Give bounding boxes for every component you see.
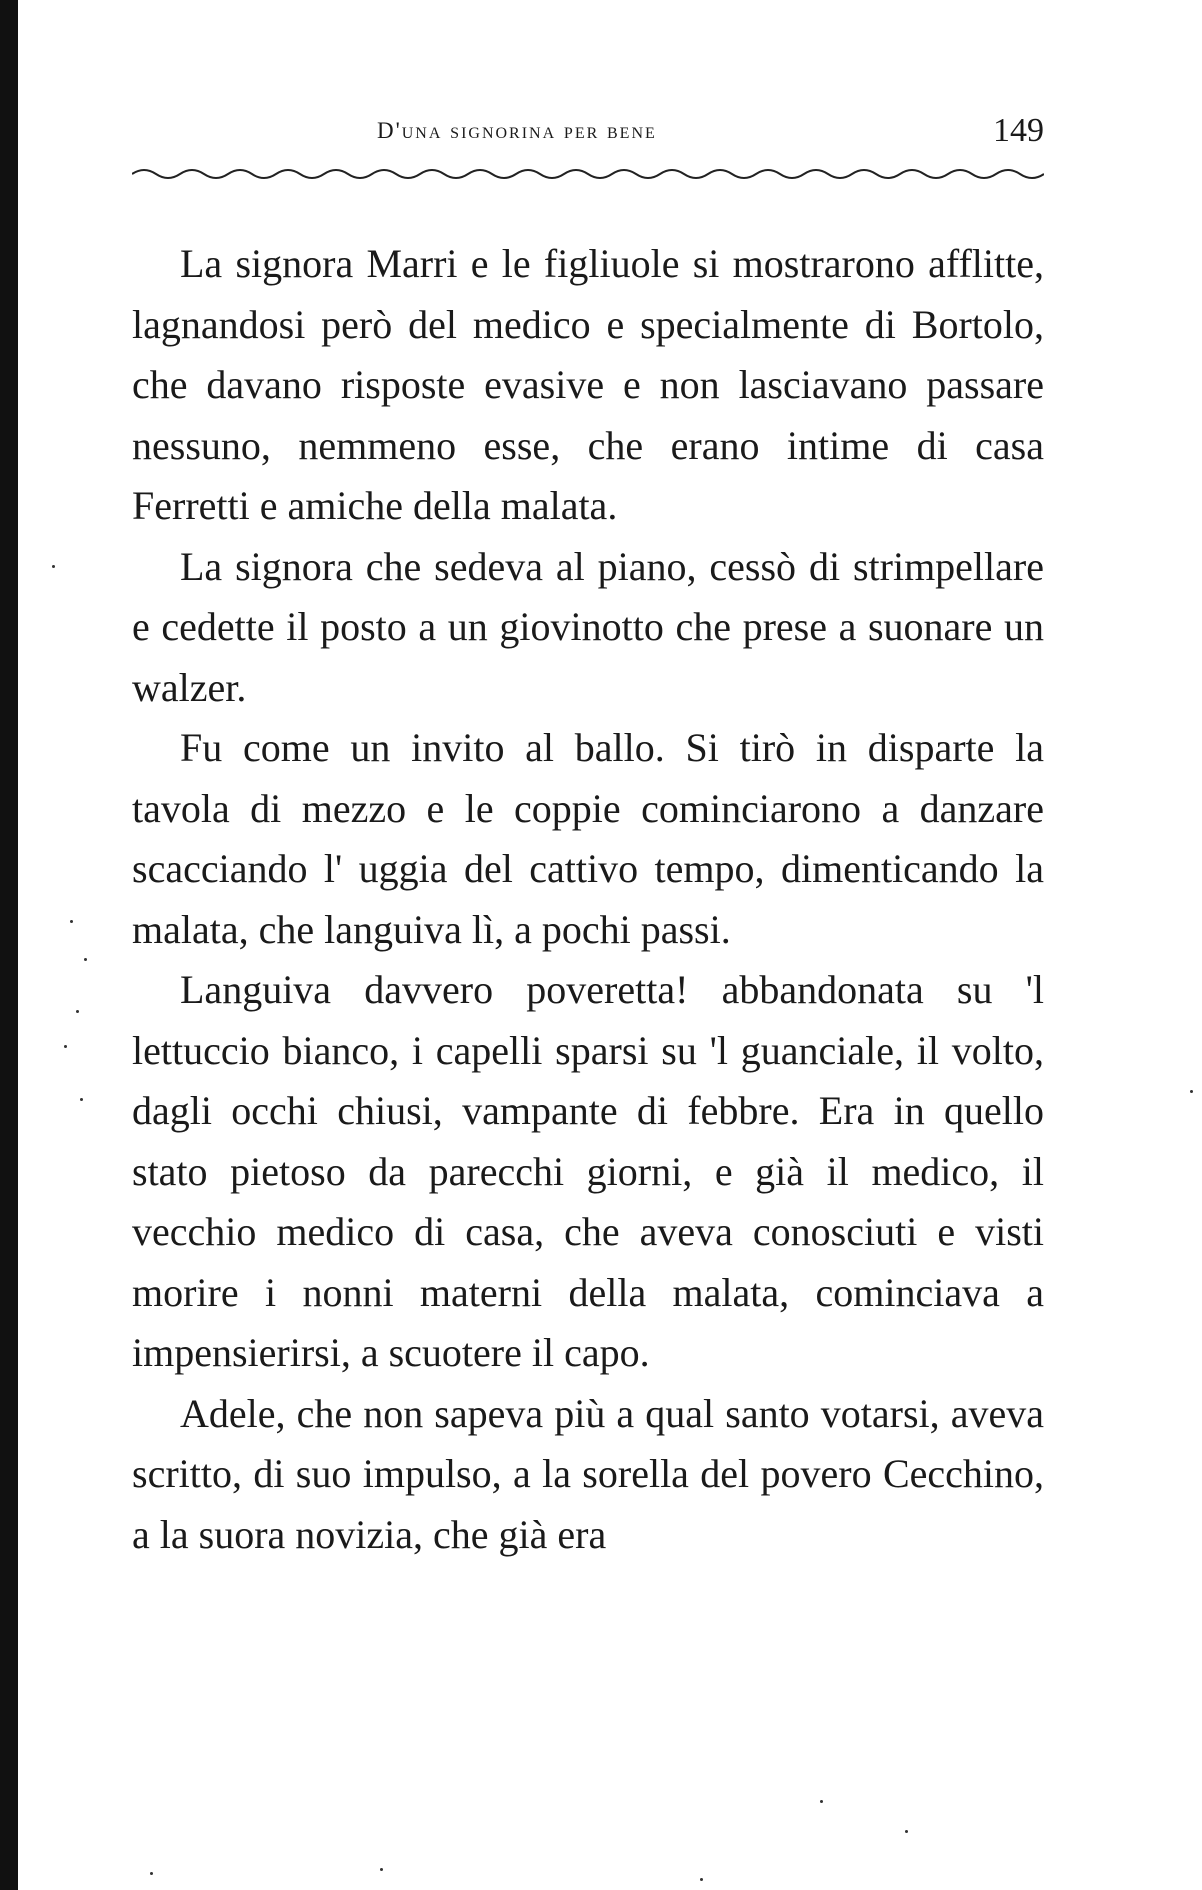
decorative-wavy-rule <box>132 162 1044 182</box>
paragraph-4: Languiva davvero poveretta! abbandonata su 'l lettuccio bianco, i capelli sparsi su 'l guanciale, il volto, dagli occhi chiusi, vampante di febbre. Era in quello stato pietoso da parecchi giorni, e già il medico, il vecchio medico di casa, che aveva conosciuti e visti morire i nonni materni della malata, cominciava a impensierirsi, a scuotere il capo. <box>132 967 1044 1375</box>
page-number: 149 <box>993 112 1044 149</box>
paragraph-2: La signora che sedeva al piano, cessò di strimpellare e cedette il posto a un giovinotto che prese a suonare un walzer. <box>132 543 1044 710</box>
book-binding-edge <box>0 0 18 1890</box>
paragraph-5: Adele, che non sapeva più a qual santo votarsi, aveva scritto, di suo impulso, a la sorella del povero Cecchino, a la suora novizia, che già era <box>132 1390 1044 1557</box>
running-head <box>132 110 1044 156</box>
body-text <box>132 234 1044 1565</box>
paragraph-3: Fu come un invito al ballo. Si tirò in disparte la tavola di mezzo e le coppie cominciarono a danzare scacciando l' uggia del cattivo tempo, dimenticando la malata, che languiva lì, a pochi passi. <box>132 725 1044 952</box>
running-title: D'una signorina per bene <box>377 118 657 143</box>
paragraph-1: La signora Marri e le figliuole si mostrarono afflitte, lagnandosi però del medico e specialmente di Bortolo, che davano risposte evasive e non lasciavano passare nessuno, nemmeno esse, che erano intime di casa Ferretti e amiche della malata. <box>132 241 1044 528</box>
book-page <box>132 110 1044 1565</box>
